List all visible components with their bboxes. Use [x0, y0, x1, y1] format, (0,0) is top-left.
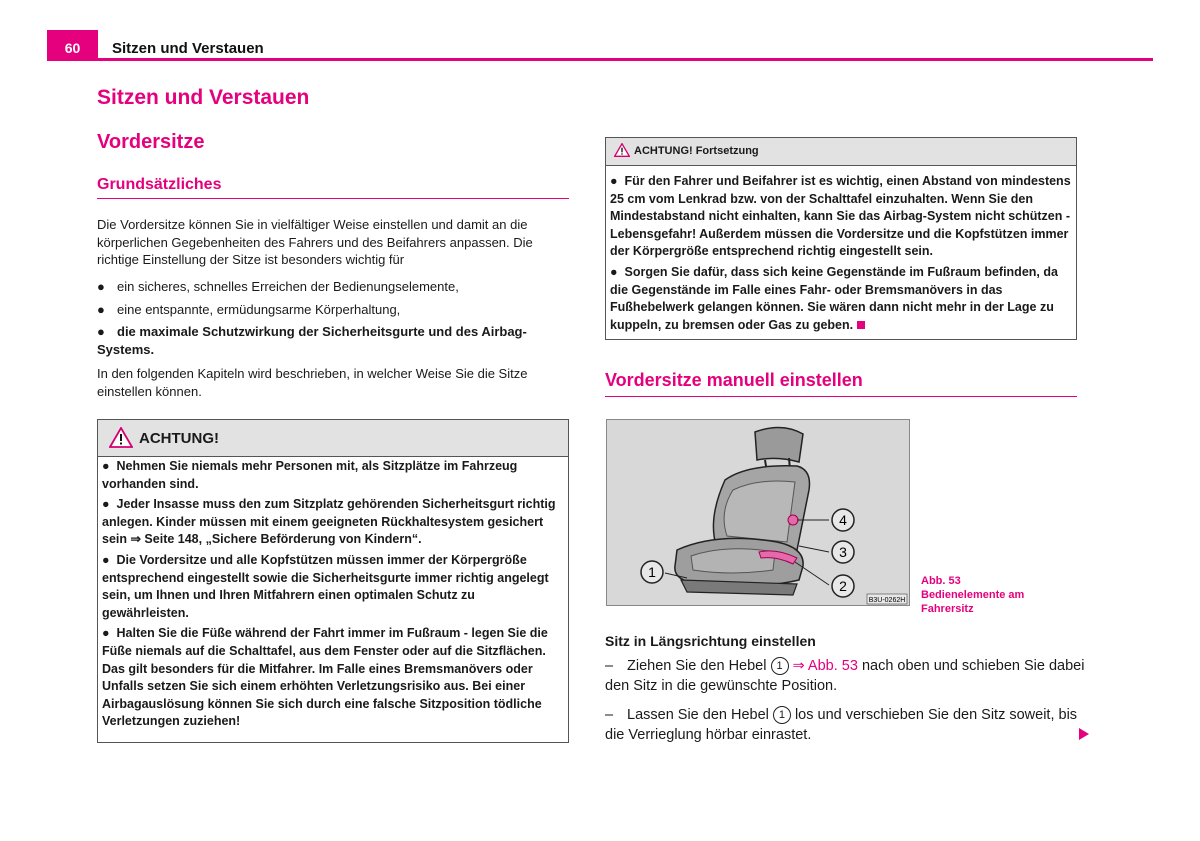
section-heading: Vordersitze	[97, 131, 205, 153]
section-rule	[605, 396, 1077, 397]
figure-caption: Abb. 53 Bedienelemente am Fahrersitz	[921, 575, 1025, 615]
list-item: ● eine entspannte, ermüdungsarme Körperhaltung,	[97, 302, 401, 317]
instruction-heading: Sitz in Längsrichtung einstellen	[605, 633, 816, 649]
svg-text:1: 1	[648, 564, 656, 580]
intro-paragraph: Die Vordersitze können Sie in vielfältiger Weise einstellen und damit an die körperlichen Gegebenheiten des Fahrers und des Beifahrers anpassen. Die richtige Einstellung der Sitze ist besonders wichtig für	[97, 217, 533, 267]
car-seat-illustration	[607, 420, 909, 605]
outro-paragraph: In den folgenden Kapiteln wird beschrieben, in welcher Weise Sie die Sitze einstellen können.	[97, 366, 528, 399]
callout-ref: 1	[771, 657, 789, 675]
instruction-step: – Ziehen Sie den Hebel 1 ⇒ Abb. 53 nach oben und schieben Sie dabei den Sitz in die gewünschte Position.	[605, 658, 1085, 694]
callout-1	[641, 561, 663, 583]
figure-reference-link[interactable]: ⇒ Abb. 53	[792, 658, 858, 674]
callout-2	[832, 575, 854, 597]
warning-item: ● Sorgen Sie dafür, dass sich keine Gegenstände im Fußraum befinden, da die Gegenstände im Falle eines Fahr- oder Bremsmanövers in das Fußhebelwerk gelangen können. Sie wären dann nicht mehr in der Lage zu kuppeln, zu bremsen oder Gas zu geben.	[610, 264, 1058, 332]
end-of-section-marker	[857, 321, 865, 329]
svg-text:2: 2	[839, 578, 847, 594]
warning-triangle-icon	[109, 427, 133, 453]
svg-text:4: 4	[839, 512, 847, 528]
chapter-title: Sitzen und Verstauen	[97, 86, 310, 109]
warning-item: ● Halten Sie die Füße während der Fahrt immer im Fußraum - legen Sie die Füße niemals auf die Schalttafel, aus dem Fenster oder auf die Sitzflächen. Das gilt besonders für die Mitfahrer. Im Falle eines Bremsmanövers oder Unfalls setzen Sie sich einem erhöhten Verletzungsrisiko aus. Bei einer Airbagauslösung können Sie sich durch eine falsche Sitzposition tödliche Verletzungen zuziehen!	[102, 626, 548, 729]
instruction-step: – Lassen Sie den Hebel 1 los und verschieben Sie den Sitz soweit, bis die Verrieglung hörbar einrastet.	[605, 707, 1078, 743]
warning-item: ● Für den Fahrer und Beifahrer ist es wichtig, einen Abstand von mindestens 25 cm vom Lenkrad bzw. von der Schalttafel einzuhalten. Wenn Sie den Mindestabstand nicht einhalten, kann Sie das Airbag-System nicht schützen - Lebensgefahr! Außerdem müssen die Vordersitze und die Kopfstützen immer der Körpergröße entsprechend richtig eingestellt sein.	[610, 174, 1071, 259]
warning-item: ● Die Vordersitze und alle Kopfstützen müssen immer der Körpergröße entsprechend eingestellt sowie die Sicherheitsgurte immer richtig angelegt sein, um Ihnen und Ihren Mitfahrern einen optimalen Schutz zu gewährleisten.	[102, 552, 549, 620]
subsection-rule	[97, 198, 569, 199]
subsection-heading: Grundsätzliches	[97, 176, 222, 193]
warning-item: ● Nehmen Sie niemals mehr Personen mit, als Sitzplätze im Fahrzeug vorhanden sind.	[102, 459, 518, 491]
section-heading: Vordersitze manuell einstellen	[605, 370, 863, 390]
warning-title: ACHTUNG!	[139, 430, 219, 447]
warning-triangle-icon	[614, 143, 630, 162]
seat-figure	[606, 419, 910, 606]
callout-3	[832, 541, 854, 563]
callout-ref: 1	[773, 706, 791, 724]
continue-arrow-icon	[1078, 727, 1090, 746]
figure-code: B3U-0262H	[868, 597, 906, 604]
warning-list	[102, 458, 564, 734]
running-header-title: Sitzen und Verstauen	[112, 40, 264, 57]
svg-text:3: 3	[839, 544, 847, 560]
list-item: ● ein sicheres, schnelles Erreichen der Bedienungselemente,	[97, 279, 459, 294]
list-item: ● die maximale Schutzwirkung der Sicherheitsgurte und des Airbag-Systems.	[97, 324, 527, 357]
header-rule	[47, 58, 1153, 61]
callout-4	[832, 509, 854, 531]
warning-item: ● Jeder Insasse muss den zum Sitzplatz gehörenden Sicherheitsgurt richtig anlegen. Kinder müssen mit einem geeigneten Rückhaltesystem gesichert sein ⇒ Seite 148, „Sichere Beförderung von Kindern“.	[102, 497, 556, 547]
warning-list	[610, 173, 1072, 337]
warning-title: ACHTUNG! Fortsetzung	[634, 145, 759, 157]
page-number: 60	[64, 40, 81, 56]
